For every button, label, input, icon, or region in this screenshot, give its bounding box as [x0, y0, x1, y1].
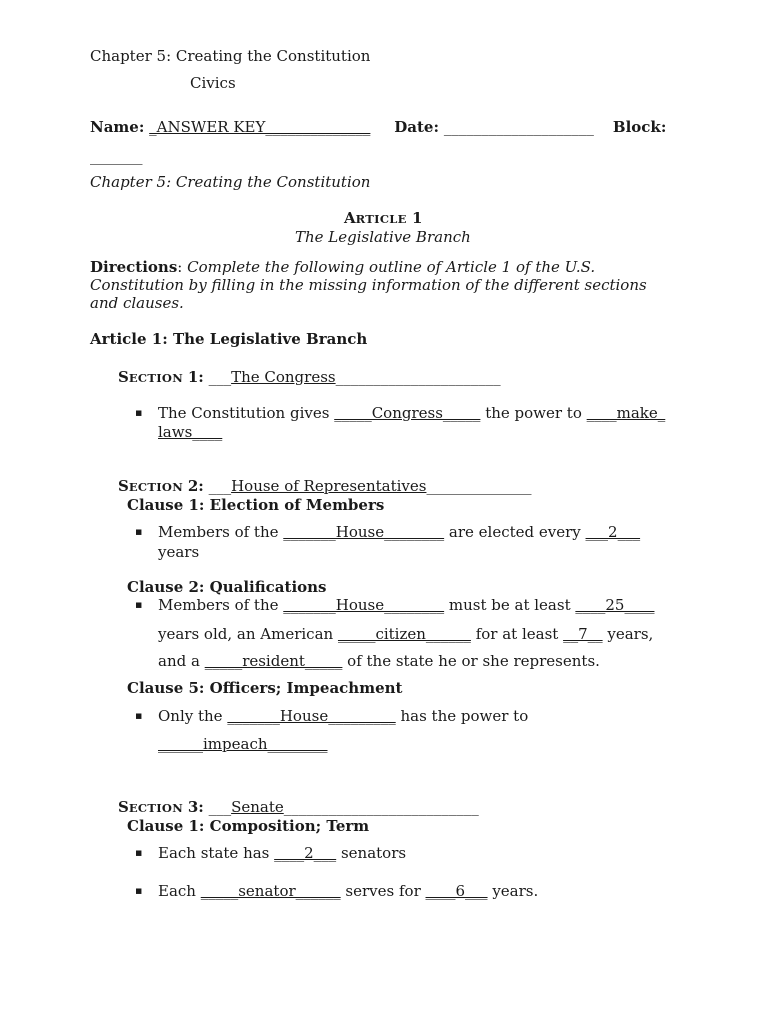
header-title: Chapter 5: Creating the Constitution	[90, 47, 371, 65]
date-label: Date:	[394, 118, 440, 136]
article-heading: ARTICLE 1	[344, 209, 423, 227]
s3-clause-1-title: Clause 1: Composition; Term	[127, 817, 370, 835]
directions-line-1: Directions: Complete the following outline of Article 1 of the U.S.	[90, 258, 596, 276]
s2-clause-1-title: Clause 1: Election of Members	[127, 496, 385, 514]
outline-heading: Article 1: The Legislative Branch	[90, 330, 368, 348]
subtitle: Chapter 5: Creating the Constitution	[90, 173, 371, 191]
section-3-heading: SECTION 3: ___Senate__________________________	[118, 798, 479, 816]
bullet-icon: ▪	[135, 884, 143, 897]
bullet-icon: ▪	[135, 525, 143, 538]
name-field: _ANSWER KEY______________	[149, 118, 371, 136]
s3-c1-bullet-1: Each state has ____2___ senators	[158, 844, 407, 862]
s2-c5-bullet-line-2: ______impeach________	[158, 735, 328, 753]
directions-label: Directions	[90, 258, 178, 276]
s1-bullet-line-1: The Constitution gives _____Congress_____ the power to ____make_	[158, 404, 666, 422]
s1-bullet-line-2: laws____	[158, 423, 223, 441]
section-1-heading: SECTION 1: ___The Congress______________________	[118, 368, 501, 386]
name-label: Name:	[90, 118, 145, 136]
s2-c1-bullet-line-2: years	[158, 543, 200, 561]
s2-clause-2-title: Clause 2: Qualifications	[127, 578, 327, 596]
block-label: Block:	[612, 118, 667, 136]
info-row	[90, 118, 666, 136]
bullet-icon: ▪	[135, 406, 143, 419]
s2-c1-bullet-line-1: Members of the _______House________ are elected every ___2___	[158, 523, 641, 541]
date-field: ____________________	[443, 118, 594, 136]
section-2-answer: House of Representatives	[231, 477, 427, 495]
s2-c5-bullet-line-1: Only the _______House_________ has the power to	[158, 707, 529, 725]
directions-line-3: and clauses.	[90, 294, 184, 312]
section-1-answer: The Congress	[231, 368, 336, 386]
s3-c1-bullet-2: Each _____senator______ serves for ____6___ years.	[158, 882, 539, 900]
s2-c2-bullet-line-3: and a _____resident_____ of the state he or she represents.	[158, 652, 600, 670]
header-subject: Civics	[190, 74, 236, 92]
directions-line-2: Constitution by filling in the missing information of the different sections	[90, 276, 647, 294]
bullet-icon: ▪	[135, 846, 143, 859]
block-field: _______	[90, 147, 143, 165]
bullet-icon: ▪	[135, 709, 143, 722]
bullet-icon: ▪	[135, 598, 143, 611]
section-3-answer: Senate	[231, 798, 284, 816]
section-2-heading: SECTION 2: ___House of Representatives______________	[118, 477, 532, 495]
s2-c2-bullet-line-2: years old, an American _____citizen______ for at least __7__ years,	[158, 625, 654, 643]
s2-c2-bullet-line-1: Members of the _______House________ must be at least ____25____	[158, 596, 655, 614]
article-branch: The Legislative Branch	[295, 228, 471, 246]
s2-clause-5-title: Clause 5: Officers; Impeachment	[127, 679, 403, 697]
